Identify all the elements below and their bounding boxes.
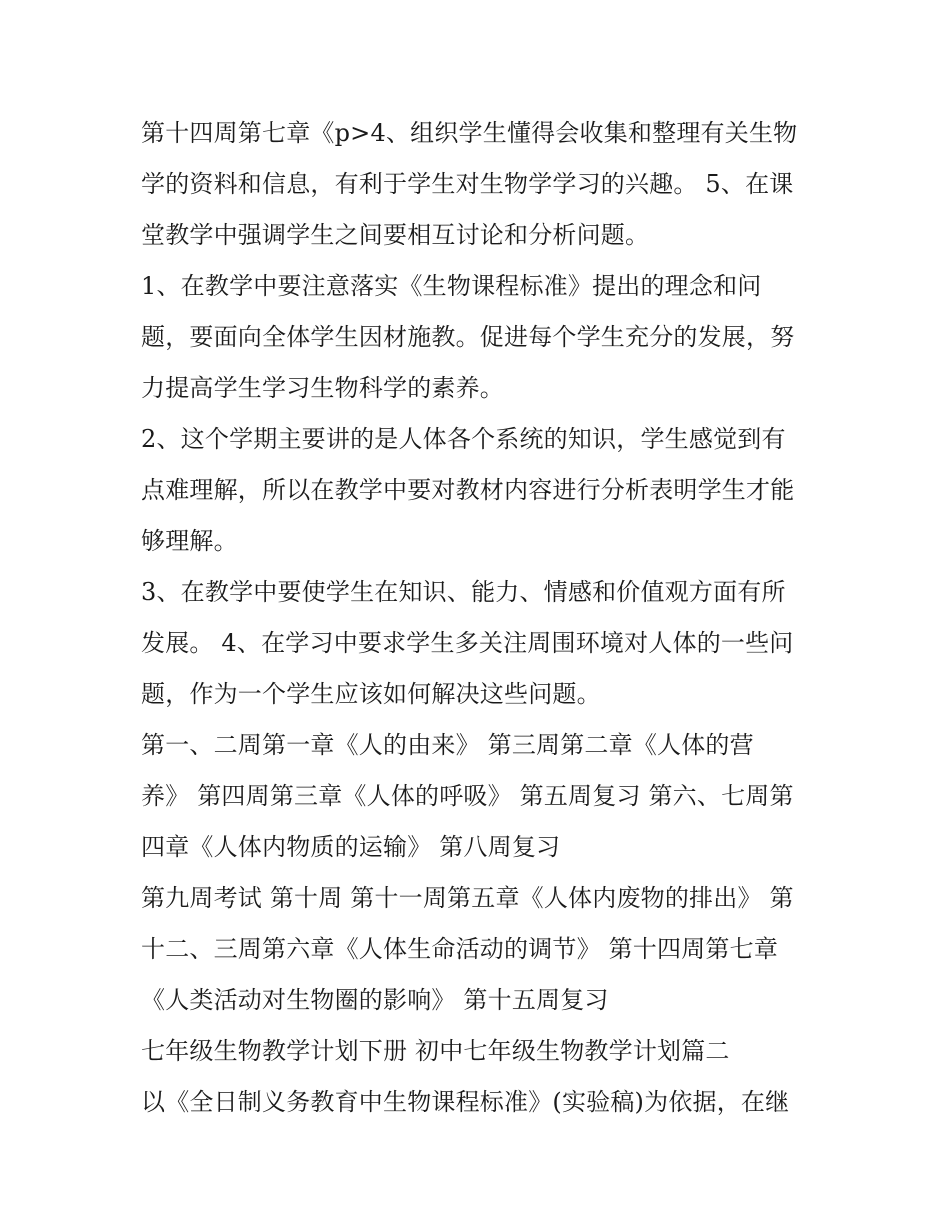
paragraph-intro [141,108,821,261]
text-line: 题，要面向全体学生因材施教。促进每个学生充分的发展，努 [141,323,795,351]
section-heading [141,1026,821,1077]
text-line: 题，作为一个学生应该如何解决这些问题。 [141,680,601,708]
document-body [141,108,821,1128]
text-line: 发展。 4、在学习中要求学生多关注周围环境对人体的一些问 [141,629,794,657]
text-line: 第十四周第七章《p>4、组织学生懂得会收集和整理有关生物 [141,119,798,147]
text-line: 力提高学生学习生物科学的素养。 [141,374,504,402]
text-line: 以《全日制义务教育中生物课程标准》(实验稿)为依据，在继 [141,1088,790,1116]
paragraph-schedule-2 [141,873,821,1026]
paragraph-item-3 [141,567,821,720]
text-line: 第九周考试 第十周 第十一周第五章《人体内废物的排出》 第 [141,884,794,912]
text-line: 《人类活动对生物圈的影响》 第十五周复习 [141,986,609,1014]
text-line: 2、这个学期主要讲的是人体各个系统的知识，学生感觉到有 [141,425,786,453]
paragraph-item-1 [141,261,821,414]
paragraph-basis [141,1077,821,1128]
text-line: 七年级生物教学计划下册 初中七年级生物教学计划篇二 [141,1037,730,1065]
text-line: 第一、二周第一章《人的由来》 第三周第二章《人体的营 [141,731,754,759]
text-line: 1、在教学中要注意落实《生物课程标准》提出的理念和问 [141,272,762,300]
paragraph-item-2 [141,414,821,567]
text-line: 点难理解，所以在教学中要对教材内容进行分析表明学生才能 [141,476,795,504]
text-line: 四章《人体内物质的运输》 第八周复习 [141,833,561,861]
paragraph-schedule-1 [141,720,821,873]
text-line: 学的资料和信息，有利于学生对生物学学习的兴趣。 5、在课 [141,170,794,198]
text-line: 够理解。 [141,527,238,555]
text-line: 3、在教学中要使学生在知识、能力、情感和价值观方面有所 [141,578,786,606]
text-line: 堂教学中强调学生之间要相互讨论和分析问题。 [141,221,650,249]
text-line: 十二、三周第六章《人体生命活动的调节》 第十四周第七章 [141,935,779,963]
text-line: 养》 第四周第三章《人体的呼吸》 第五周复习 第六、七周第 [141,782,794,810]
